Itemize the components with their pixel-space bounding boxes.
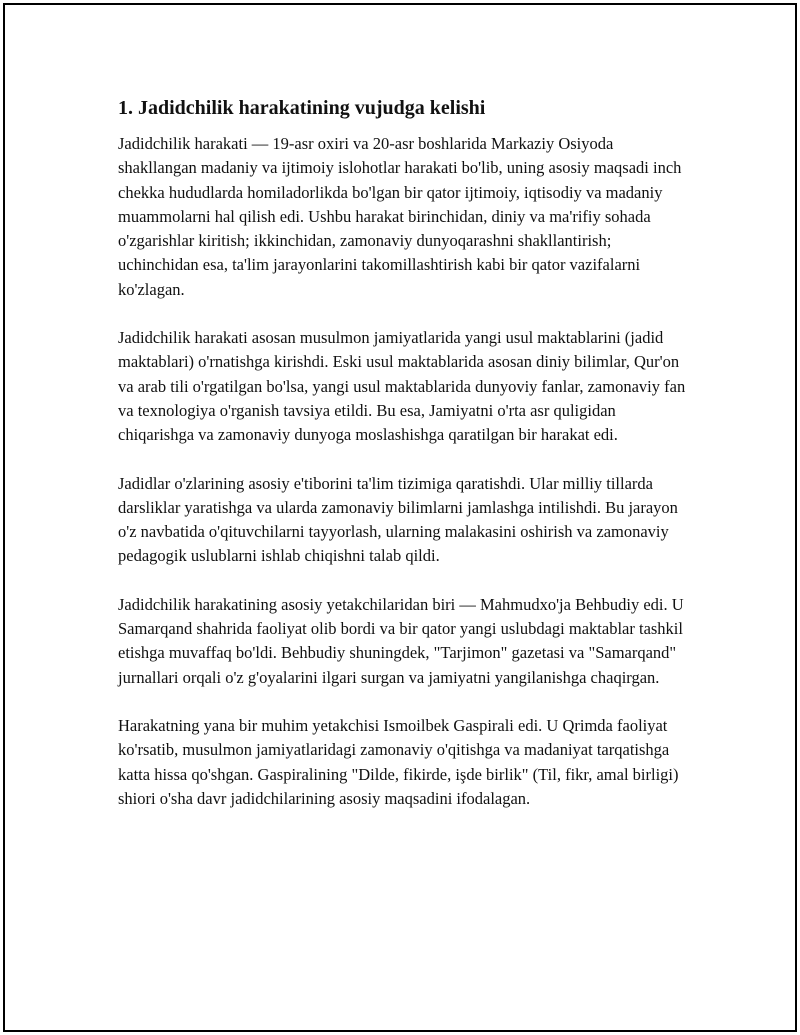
section-title: 1. Jadidchilik harakatining vujudga kelishi <box>118 97 486 119</box>
paragraph-2: Jadidchilik harakati asosan musulmon jamiyatlarida yangi usul maktablarini (jadid maktablari) o'rnatishga kirishdi. Eski usul maktablarida asosan diniy bilimlar, Qur'on va arab tili o'rgatilgan bo'lsa, yangi usul maktablarida dunyoviy fanlar, zamonaviy fan va texnologiya o'rganish tavsiya etildi. Bu esa, Jamiyatni o'rta asr quligidan chiqarishga va zamonaviy dunyoga moslashishga qaratilgan bir harakat edi. <box>118 328 686 445</box>
document-body <box>118 96 688 811</box>
paragraph-3: Jadidlar o'zlarining asosiy e'tiborini ta'lim tizimiga qaratishdi. Ular milliy tillarda darsliklar yaratishga va ularda zamonaviy bilimlarni jamlashga intilishdi. Bu jarayon o'z navbatida o'qituvchilarni tayyorlash, ularning malakasini oshirish va zamonaviy pedagogik uslublarni ishlab chiqishni talab qildi. <box>118 473 678 566</box>
paragraph-4: Jadidchilik harakatining asosiy yetakchilaridan biri — Mahmudxo'ja Behbudiy edi. U Samarqand shahrida faoliyat olib bordi va bir qator yangi uslubdagi maktablar tashkil etishga muvaffaq bo'ldi. Behbudiy shuningdek, "Tarjimon" gazetasi va "Samarqand" jurnallari orqali o'z g'oyalarini ilgari surgan va jamiyatni yangilanishga chaqirgan. <box>118 594 684 687</box>
paragraph-5: Harakatning yana bir muhim yetakchisi Ismoilbek Gaspirali edi. U Qrimda faoliyat ko'rsatib, musulmon jamiyatlaridagi zamonaviy o'qitishga va madaniyat tarqatishga katta hissa qo'shgan. Gaspiralining "Dilde, fikirde, işde birlik" (Til, fikr, amal birligi) shiori o'sha davr jadidchilarining asosiy maqsadini ifodalagan. <box>118 715 679 808</box>
paragraph-1: Jadidchilik harakati — 19-asr oxiri va 20-asr boshlarida Markaziy Osiyoda shakllangan madaniy va ijtimoiy islohotlar harakati bo'lib, uning asosiy maqsadi inch chekka hududlarda homiladorlikda bo'lgan bir qator ijtimoiy, iqtisodiy va madaniy muammolarni hal qilish edi. Ushbu harakat birinchidan, diniy va ma'rifiy sohada o'zgarishlar kiritish; ikkinchidan, zamonaviy dunyoqarashni shakllantirish; uchinchidan esa, ta'lim jarayonlarini takomillashtirish kabi bir qator vazifalarni ko'zlagan. <box>118 134 682 299</box>
